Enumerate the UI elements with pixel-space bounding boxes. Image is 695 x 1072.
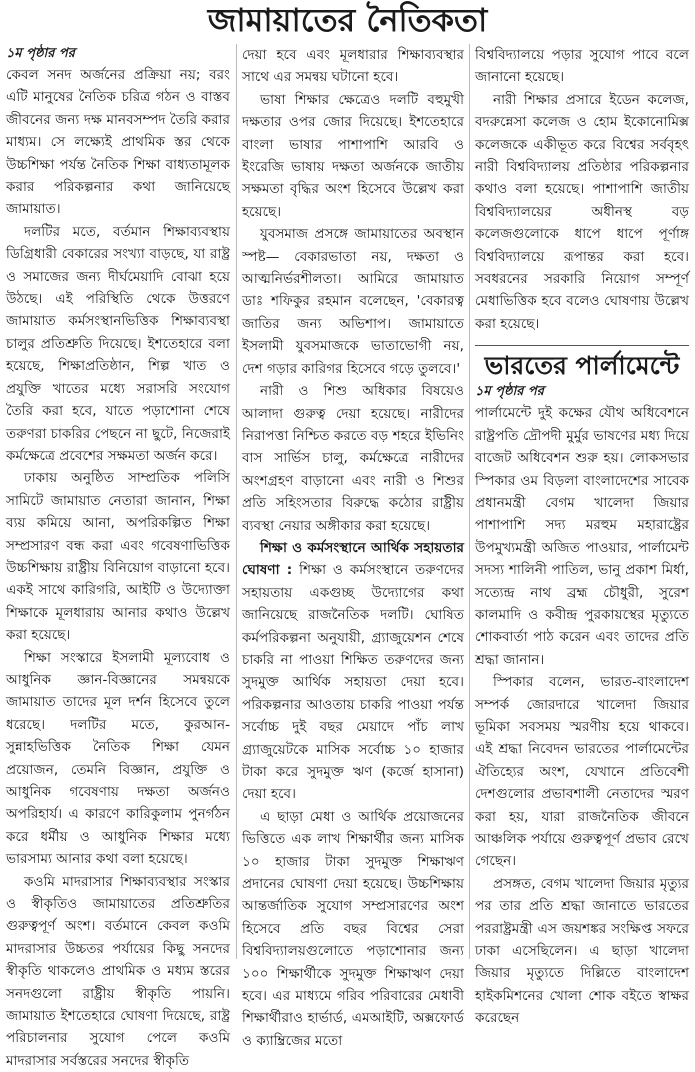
paragraph: ঢাকায় অনুষ্ঠিত সাম্প্রতিক পলিসি সামিটে জামায়াত নেতারা জানান, শিক্ষা ব্যয় কমিয়ে আনা, অপরিকল্পিত শিক্ষা সম্প্রসারণ বন্ধ করা এবং গবেষণাভিত্তিক উচ্চশিক্ষায় রাষ্ট্রীয় বিনিয়োগ বাড়ানো হবে। একই সাথে কারিগরি, আইটি ও উদ্যোক্তা শিক্ষাকে মূলধারায় আনার কথাও উল্লেখ করা হয়েছে। xyxy=(6,470,230,644)
column-divider xyxy=(236,44,237,959)
paragraph: শিক্ষা সংস্কারে ইসলামী মূল্যবোধ ও আধুনিক জ্ঞান-বিজ্ঞানের সমন্বয়কে জামায়াত তাদের মূল দর্শন হিসেবে তুলে ধরেছে। দলটির মতে, কুরআন-সুন্নাহভিত্তিক নৈতিক শিক্ষা যেমন প্রয়োজন, তেমনি বিজ্ঞান, প্রযুক্তি ও আধুনিক গবেষণায় দক্ষতা অর্জনও অপরিহার্য। এ কারণে কারিকুলাম পুনর্গঠন করে ধর্মীয় ও আধুনিক শিক্ষার মধ্যে ভারসাম্য আনার কথা বলা হয়েছে। xyxy=(6,649,230,868)
paragraph: ভাষা শিক্ষার ক্ষেত্রেও দলটি বহুমুখী দক্ষতার ওপর জোর দিয়েছে। ইশতেহারে বাংলা ভাষার পাশাপাশি আরবি ও ইংরেজি ভাষায় দক্ষতা অর্জনকে জাতীয় সক্ষমতা বৃদ্ধির অংশ হিসেবে উল্লেখ করা হয়েছে। xyxy=(242,91,464,220)
paragraph: নারী ও শিশু অধিকার বিষয়েও আলাদা গুরুত্ব দেয়া হয়েছে। নারীদের নিরাপত্তা নিশ্চিত করতে বড় শহরে ইভিনিং বাস সার্ভিস চালু, কর্মক্ষেত্রে নারীদের অংশগ্রহণ বাড়ানো এবং নারী ও শিশুর প্রতি সহিংসতার বিরুদ্ধে কঠোর রাষ্ট্রীয় ব্যবস্থা নেয়ার অঙ্গীকার করা হয়েছে। xyxy=(242,383,464,534)
subheading: শিক্ষা ও কর্মসংস্থানে আর্থিক সহায়তার ঘোষণা : xyxy=(242,539,464,579)
headline-article-2: ভারতের পার্লামেন্টে xyxy=(484,351,680,381)
continued-label: ১ম পৃষ্ঠার পর xyxy=(6,46,75,61)
paragraph: প্রসঙ্গত, বেগম খালেদা জিয়ার মৃত্যুর পর তার প্রতি শ্রদ্ধা জানাতে ভারতের পররাষ্ট্রমন্ত্রী এস জয়শঙ্কর সংক্ষিপ্ত সফরে ঢাকা এসেছিলেন। এ ছাড়া খালেদা জিয়ার মৃত্যুতে দিল্লিতে বাংলাদেশ হাইকমিশনের খোলা শোক বইতে স্বাক্ষর করেছেন xyxy=(475,875,689,1027)
paragraph-with-subhead xyxy=(242,537,464,806)
paragraph: কওমি মাদরাসার শিক্ষাব্যবস্থার সংস্কার ও স্বীকৃতিও জামায়াতের প্রতিশ্রুতির গুরুত্বপূর্ণ অংশ। বর্তমানে কেবল কওমি মাদরাসার উচ্চতর পর্যায়ের কিছু সনদের স্বীকৃতি থাকলেও প্রাথমিক ও মধ্যম স্তরের সনদগুলো রাষ্ট্রীয় স্বীকৃতি পায়নি। জামায়াত ইশতেহারে ঘোষণা দিয়েছে, রাষ্ট্র পরিচালনার সুযোগ পেলে কওমি মাদরাসার সর্বস্তরের সনদের স্বীকৃতি xyxy=(6,873,230,1069)
article-1-column-2 xyxy=(242,44,464,1052)
paragraph: পার্লামেন্টে দুই কক্ষের যৌথ অধিবেশনে রাষ্ট্রপতি দ্রৌপদী মুর্মুর ভাষণের মধ্য দিয়ে বাজেট অধিবেশন শুরু হয়। লোকসভার স্পিকার ওম বিড়লা বাংলাদেশের সাবেক প্রধানমন্ত্রী বেগম খালেদা জিয়ার পাশাপাশি সদ্য মরহুম মহারাষ্ট্রের উপমুখ্যমন্ত্রী অজিত পাওয়ার, পার্লামেন্ট সদস্য শালিনী পাতিল, ভানু প্রকাশ মির্ধা, সত্যেন্দ্র নাথ ব্রহ্ম চৌধুরী, সুরেশ কালমাদি ও কবীন্দ্র পুরকায়স্থের মৃত্যুতে শোকবার্তা পাঠ করেন এবং তাদের প্রতি শ্রদ্ধা জানান। xyxy=(475,405,689,668)
article-1-column-1 xyxy=(6,44,230,1072)
paragraph: এ ছাড়া মেধা ও আর্থিক প্রয়োজনের ভিত্তিতে এক লাখ শিক্ষার্থীর জন্য মাসিক ১০ হাজার টাকা সুদমুক্ত শিক্ষাঋণ প্রদানের ঘোষণা দেয়া হয়েছে। উচ্চশিক্ষায় আন্তর্জাতিক সুযোগ সম্প্রসারণের অংশ হিসেবে প্রতি বছর বিশ্বের সেরা বিশ্ববিদ্যালয়গুলোতে পড়াশোনার জন্য ১০০ শিক্ষার্থীকে সুদমুক্ত শিক্ষাঋণ দেয়া হবে। এর মাধ্যমে গরিব পরিবারের মেধাবী শিক্ষার্থীরাও হার্ভার্ড, এমআইটি, অক্সফোর্ড ও ক্যাম্ব্রিজের মতো xyxy=(242,808,464,1049)
column-divider xyxy=(469,44,470,959)
headline-article-1: জামায়াতের নৈতিকতা xyxy=(207,1,488,39)
paragraph: বিশ্ববিদ্যালয়ে পড়ার সুযোগ পাবে বলে জানানো হয়েছে। xyxy=(475,47,689,86)
paragraph: যুবসমাজ প্রসঙ্গে জামায়াতের অবস্থান স্পষ্ট— বেকারভাতা নয়, দক্ষতা ও আত্মনির্ভরশীলতা। আমিরে জামায়াত ডাঃ শফিকুর রহমান বলেছেন, 'বেকারত্ব জাতির জন্য অভিশাপ। জামায়াতে ইসলামী যুবসমাজকে ভাতাভোগী নয়, দেশ গড়ার কারিগর হিসেবে গড়ে তুলবে।' xyxy=(242,226,464,377)
paragraph: কেবল সনদ অর্জনের প্রক্রিয়া নয়; বরং এটি মানুষের নৈতিক চরিত্র গঠন ও বাস্তব জীবনের জন্য দক্ষ মানবসম্পদ তৈরি করার মাধ্যম। সে লক্ষ্যেই প্রাথমিক স্তর থেকে উচ্চশিক্ষা পর্যন্ত নৈতিক শিক্ষা বাধ্যতামূলক করার পরিকল্পনার কথা জানিয়েছে জামায়াত। xyxy=(6,67,230,218)
continued-label: ১ম পৃষ্ঠার পর xyxy=(475,384,544,400)
paragraph-text: শিক্ষা ও কর্মসংস্থানে তরুণদের সহায়তায় একগুচ্ছ উদ্যোগের কথা জানিয়েছে রাজনৈতিক দলটি। ঘোষিত কর্মপরিকল্পনা অনুযায়ী, গ্র্যাজুয়েশন শেষে চাকরি না পাওয়া শিক্ষিত তরুণদের জন্য সুদমুক্ত আর্থিক সহায়তা দেয়া হবে। পরিকল্পনার আওতায় চাকরি পাওয়া পর্যন্ত সর্বোচ্চ দুই বছর মেয়াদে পাঁচ লাখ গ্র্যাজুয়েটকে মাসিক সর্বোচ্চ ১০ হাজার টাকা করে সুদমুক্ত ঋণ (কর্জে হাসানা) দেয়া হবে। xyxy=(242,562,464,803)
paragraph: নারী শিক্ষার প্রসারে ইডেন কলেজ, বদরুন্নেসা কলেজ ও হোম ইকোনোমিক্স কলেজকে একীভূত করে বিশ্বের সর্ববৃহৎ নারী বিশ্ববিদ্যালয় প্রতিষ্ঠার পরিকল্পনার কথাও বলা হয়েছে। পাশাপাশি জাতীয় বিশ্ববিদ্যালয়ের অধীনস্থ বড় কলেজগুলোকে ধাপে ধাপে পূর্ণাঙ্গ বিশ্ববিদ্যালয়ে রূপান্তর করা হবে। সবধরনের সরকারি নিয়োগ সম্পূর্ণ মেধাভিত্তিক হবে বলেও ঘোষণায় উল্লেখ করা হয়েছে। xyxy=(475,91,689,332)
paragraph: দেয়া হবে এবং মূলধারার শিক্ষাব্যবস্থার সাথে এর সমন্বয় ঘটানো হবে। xyxy=(242,47,464,86)
paragraph: দলটির মতে, বর্তমান শিক্ষাব্যবস্থায় ডিগ্রিধারী বেকারের সংখ্যা বাড়ছে, যা রাষ্ট্র ও সমাজের জন্য দীর্ঘমেয়াদি বোঝা হয়ে উঠছে। এই পরিস্থিতি থেকে উত্তরণে জামায়াত কর্মসংস্থানভিত্তিক শিক্ষাব্যবস্থা চালুর প্রতিশ্রুতি দিয়েছে। ইশতেহারে বলা হয়েছে, শিক্ষাপ্রতিষ্ঠান, শিল্প খাত ও প্রযুক্তি খাতের মধ্যে সরাসরি সংযোগ তৈরি করা হবে, যাতে পড়াশোনা শেষে তরুণরা চাকরির পেছনে না ছুটে, নিজেরাই কর্মক্ষেত্রে প্রবেশের সক্ষমতা অর্জন করে। xyxy=(6,223,230,464)
article-1-column-3 xyxy=(475,44,689,1030)
article-2 xyxy=(475,345,689,1029)
paragraph: স্পিকার বলেন, ভারত-বাংলাদেশ সম্পর্ক জোরদারে খালেদা জিয়ার ভূমিকা সবসময় স্মরণীয় হয়ে থাকবে। এই শ্রদ্ধা নিবেদন ভারতের পার্লামেন্টের ঐতিহ্যের অংশ, যেখানে প্রতিবেশী দেশগুলোর প্রভাবশালী নেতাদের স্মরণ করা হয়, যারা রাজনৈতিক জীবনে আঞ্চলিক পর্যায়ে গুরুত্বপূর্ণ প্রভাব রেখে গেছেন। xyxy=(475,674,689,870)
